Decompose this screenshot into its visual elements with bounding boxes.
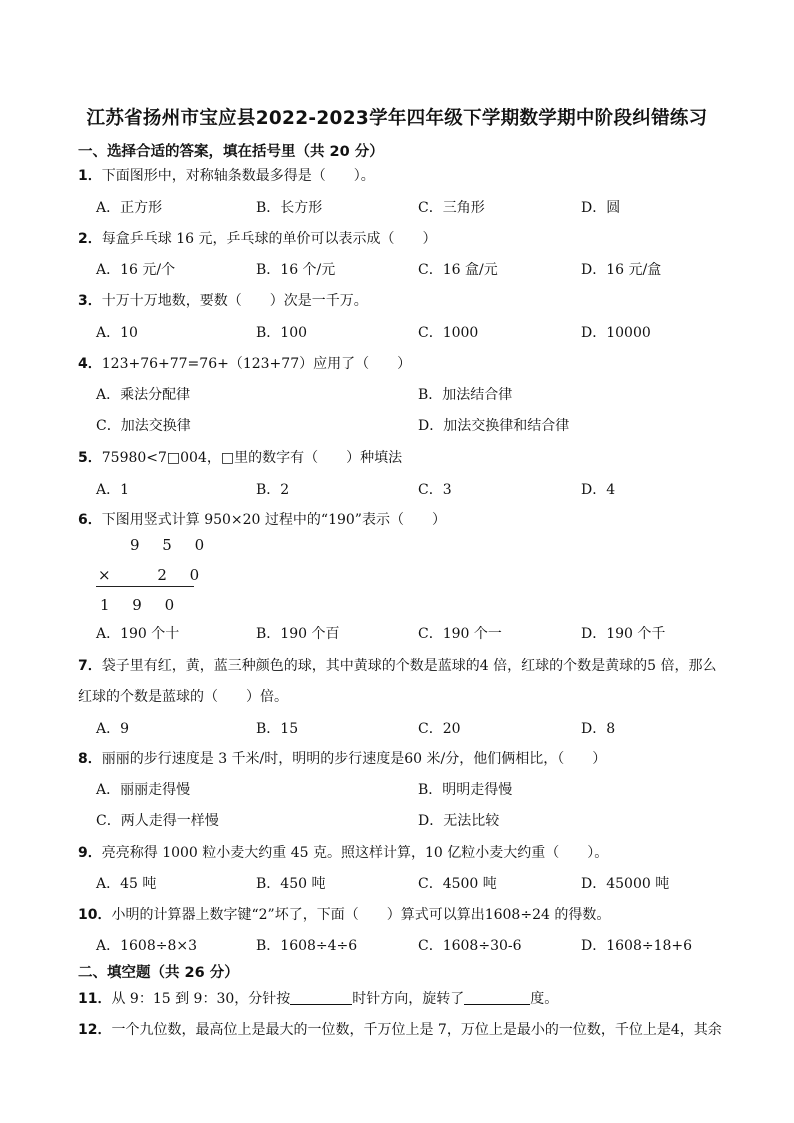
option-c: C．两人走得一样慢 <box>96 813 219 829</box>
question-number: 2． <box>78 231 102 247</box>
question-number: 6． <box>78 512 102 528</box>
option-b: B．明明走得慢 <box>418 782 513 798</box>
option-c: C．3 <box>418 482 452 498</box>
option-c: C．16 盒/元 <box>418 262 498 278</box>
options-row-4a <box>96 384 776 404</box>
option-d: D．圆 <box>581 200 621 216</box>
question-text: 袋子里有红，黄，蓝三种颜色的球，其中黄球的个数是蓝球的4 倍，红球的个数是黄球的5 倍，那么 <box>101 658 717 674</box>
option-c: C．加法交换律 <box>96 418 191 434</box>
question-text: 十万十万地数，要数（ ）次是一千万。 <box>101 293 368 309</box>
question-text: 亮亮称得 1000 粒小麦大约重 45 克。照这样计算，10 亿粒小麦大约重（ ）。 <box>101 845 609 861</box>
option-d: D．10000 <box>581 325 651 341</box>
question-number: 4． <box>78 356 102 372</box>
option-d: D．加法交换律和结合律 <box>418 418 570 434</box>
option-a: A．10 <box>96 325 138 341</box>
question-number: 3． <box>78 293 102 309</box>
option-d: D．无法比较 <box>418 813 500 829</box>
option-a: A．45 吨 <box>96 876 157 892</box>
option-d: D．4 <box>581 482 616 498</box>
question-text: 每盒乒乓球 16 元，乒乓球的单价可以表示成（ ） <box>101 231 437 247</box>
question-6 <box>78 509 446 529</box>
options-row-8a <box>96 779 776 799</box>
option-a: A．乘法分配律 <box>96 387 191 403</box>
answer-blank-2[interactable] <box>464 990 530 1005</box>
question-number: 1． <box>78 168 102 184</box>
question-text: 75980<7□004，□里的数字有（ ）种填法 <box>101 450 403 466</box>
option-c: C．1000 <box>418 325 479 341</box>
question-1 <box>78 165 375 185</box>
question-5 <box>78 447 402 467</box>
options-row-4b <box>96 415 776 435</box>
vertical-divider-line <box>96 586 194 587</box>
options-row-10 <box>96 935 776 955</box>
question-3 <box>78 290 368 310</box>
vertical-multiplication <box>96 536 214 626</box>
options-row-8b <box>96 810 776 830</box>
option-d: D．8 <box>581 721 616 737</box>
option-c: C．4500 吨 <box>418 876 497 892</box>
question-number: 7． <box>78 658 102 674</box>
option-b: B．450 吨 <box>256 876 326 892</box>
question-text: 下图用竖式计算 950×20 过程中的“190”表示（ ） <box>101 512 446 528</box>
question-text: 丽丽的步行速度是 3 千米/时，明明的步行速度是60 米/分，他们俩相比，（ ） <box>101 751 607 767</box>
option-b: B．16 个/元 <box>256 262 336 278</box>
option-b: B．2 <box>256 482 290 498</box>
option-a: A．9 <box>96 721 130 737</box>
option-d: D．45000 吨 <box>581 876 670 892</box>
page-title: 江苏省扬州市宝应县2022-2023学年四年级下学期数学期中阶段纠错练习 <box>86 108 708 129</box>
question-text: 小明的计算器上数字键“2”坏了，下面（ ）算式可以算出1608÷24 的得数。 <box>111 907 611 923</box>
option-d: D．16 元/盒 <box>581 262 662 278</box>
options-row-1 <box>96 197 776 217</box>
question-7-continued: 红球的个数是蓝球的（ ）倍。 <box>78 689 288 705</box>
option-b: B．长方形 <box>256 200 323 216</box>
question-text-part-1: 从 9：15 到 9：30，分针按 <box>111 991 291 1007</box>
option-a: A．1 <box>96 482 130 498</box>
option-c: C．190 个一 <box>418 626 502 642</box>
option-a: A．丽丽走得慢 <box>96 782 191 798</box>
question-number: 10． <box>78 907 112 923</box>
option-b: B．1608÷4÷6 <box>256 938 358 954</box>
question-number: 8． <box>78 751 102 767</box>
question-number: 9． <box>78 845 102 861</box>
section-heading-fill-in: 二、填空题（共 26 分） <box>78 965 239 981</box>
question-8 <box>78 748 606 768</box>
section-heading-choice: 一、选择合适的答案，填在括号里（共 20 分） <box>78 144 384 160</box>
question-12 <box>78 1019 722 1039</box>
option-c: C．20 <box>418 721 461 737</box>
option-b: B．100 <box>256 325 308 341</box>
vertical-row-partial-product: 1 9 0 <box>100 596 184 614</box>
question-2 <box>78 228 436 248</box>
answer-blank-1[interactable] <box>290 990 352 1005</box>
options-row-9 <box>96 873 776 893</box>
vertical-row-multiplicand: 9 5 0 <box>130 536 214 554</box>
options-row-3 <box>96 322 776 342</box>
question-text-part-3: 度。 <box>530 991 559 1007</box>
option-c: C．1608÷30-6 <box>418 938 522 954</box>
question-9 <box>78 842 608 862</box>
option-b: B．190 个百 <box>256 626 340 642</box>
option-a: A．16 元/个 <box>96 262 176 278</box>
question-text: 123+76+77=76+（123+77）应用了（ ） <box>101 356 412 372</box>
question-number: 12． <box>78 1022 112 1038</box>
option-b: B．15 <box>256 721 299 737</box>
options-row-7 <box>96 718 776 738</box>
option-c: C．三角形 <box>418 200 485 216</box>
option-a: A．1608÷8×3 <box>96 938 198 954</box>
option-d: D．190 个千 <box>581 626 666 642</box>
option-a: A．190 个十 <box>96 626 180 642</box>
question-10 <box>78 904 610 924</box>
option-b: B．加法结合律 <box>418 387 513 403</box>
question-text-part-2: 时针方向，旋转了 <box>352 991 465 1007</box>
question-number: 11． <box>78 991 112 1007</box>
question-number: 5． <box>78 450 102 466</box>
vertical-row-multiplier: × 2 0 <box>98 566 209 584</box>
question-4 <box>78 353 411 373</box>
option-d: D．1608÷18+6 <box>581 938 693 954</box>
option-a: A．正方形 <box>96 200 163 216</box>
question-7 <box>78 655 716 675</box>
question-text: 一个九位数，最高位上是最大的一位数，千万位上是 7，万位上是最小的一位数，千位上是4，其余 <box>111 1022 722 1038</box>
question-11 <box>78 988 558 1008</box>
question-text: 下面图形中，对称轴条数最多得是（ ）。 <box>101 168 375 184</box>
options-row-6 <box>96 623 776 643</box>
options-row-2 <box>96 259 776 279</box>
options-row-5 <box>96 479 776 499</box>
